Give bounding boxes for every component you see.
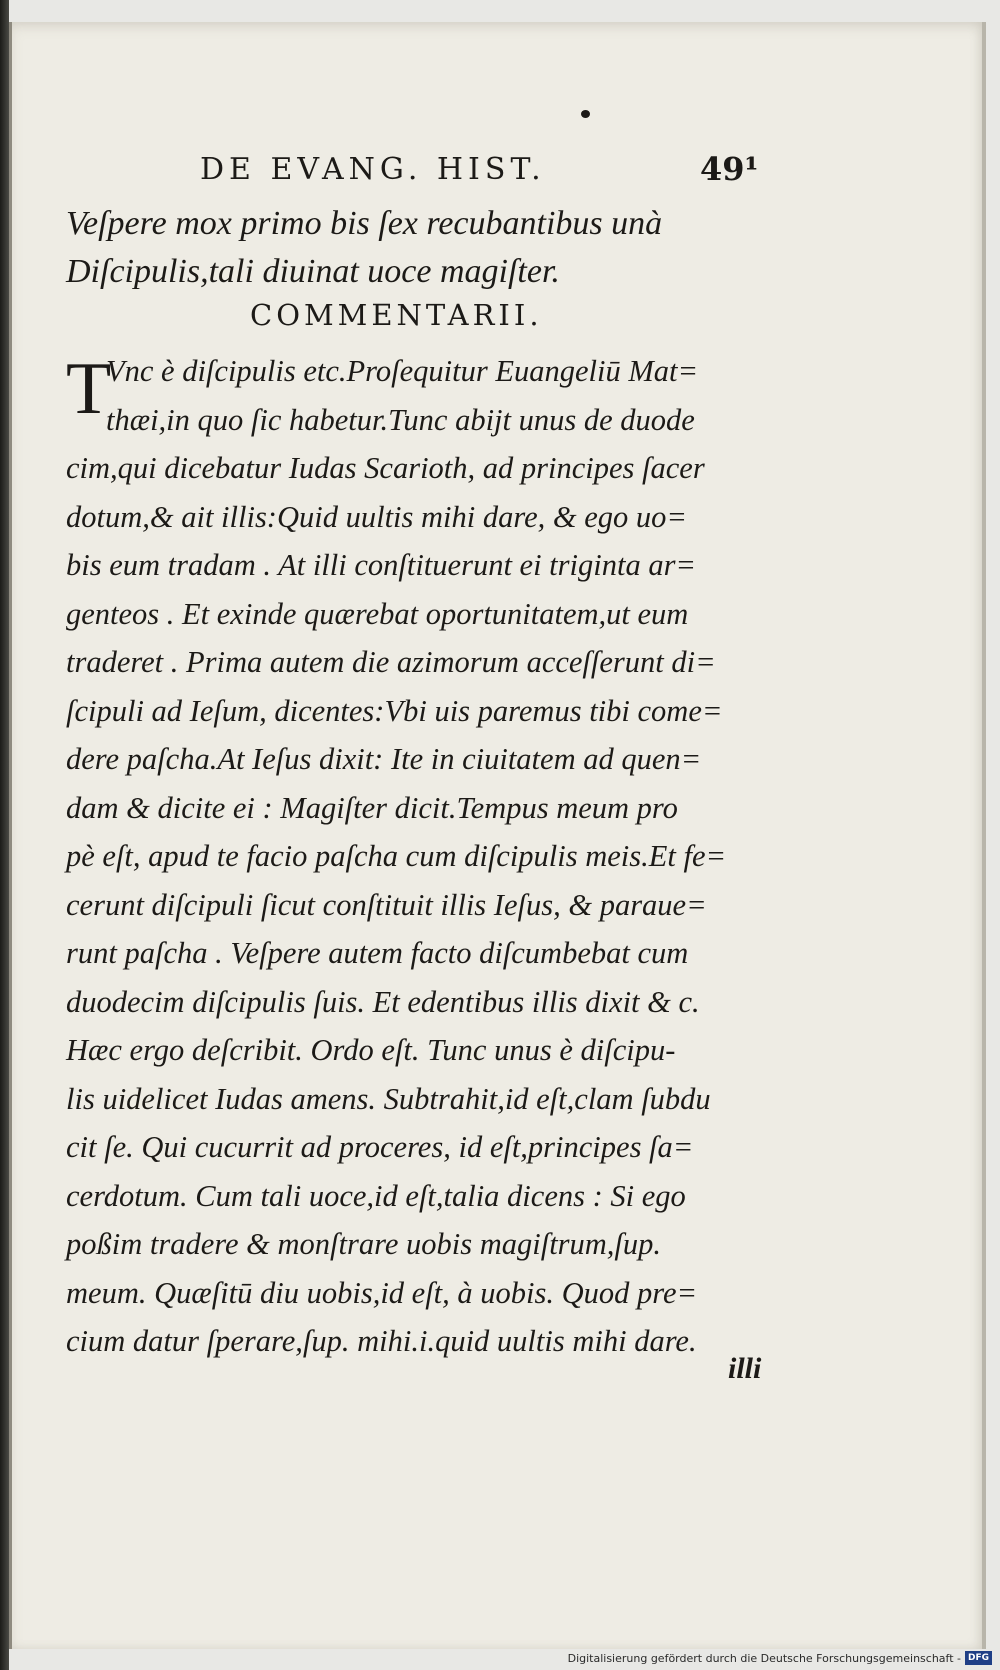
catchword: illi	[728, 1352, 762, 1385]
ink-dot	[581, 110, 590, 118]
text-line: Vnc è diſcipulis etc.Proſequitur Euangeliū Mat=	[106, 354, 699, 388]
text-line: ſcipuli ad Ieſum, dicentes:Vbi uis paremus tibi come=	[66, 693, 723, 728]
page-edge	[982, 22, 986, 1649]
text-line: cerunt diſcipuli ſicut conſtituit illis Ieſus, & paraue=	[66, 887, 707, 922]
text-line: traderet . Prima autem die azimorum acceſſerunt di=	[66, 645, 716, 679]
running-head: DE EVANG. HIST.	[200, 152, 546, 187]
digitization-credit	[568, 1650, 992, 1666]
text-line: genteos . Et exinde quærebat oportunitatem,ut eum	[66, 596, 689, 631]
text-line: cerdotum. Cum tali uoce,id eſt,talia dicens : Si ego	[66, 1178, 686, 1213]
commentary-text	[66, 347, 786, 1366]
text-line: dere paſcha.At Ieſus dixit: Ite in ciuitatem ad quen=	[66, 742, 702, 776]
text-line: meum. Quæſitū diu uobis,id eſt, à uobis. Quod pre=	[66, 1275, 698, 1310]
text-line: dam & dicite ei : Magiſter dicit.Tempus meum pro	[66, 790, 678, 825]
text-line: cim,qui dicebatur Iudas Scarioth, ad principes ſacer	[66, 451, 705, 485]
text-line: thæi,in quo ſic habetur.Tunc abijt unus de duode	[106, 402, 695, 437]
text-line: bis eum tradam . At illi conſtituerunt ei triginta ar=	[66, 548, 697, 582]
verse-block	[66, 200, 766, 296]
text-line: runt paſcha . Veſpere autem facto diſcumbebat cum	[66, 936, 689, 970]
credit-text: Digitalisierung gefördert durch die Deutsche Forschungsgemeinschaft -	[567, 1651, 961, 1665]
text-line: cit ſe. Qui cucurrit ad proceres, id eſt,principes ſa=	[66, 1130, 694, 1164]
drop-cap: T	[66, 348, 112, 430]
section-heading: COMMENTARII.	[250, 298, 543, 332]
text-line: lis uidelicet Iudas amens. Subtrahit,id eſt,clam ſubdu	[66, 1081, 711, 1116]
verse-line: Diſcipulis,tali diuinat uoce magiſter.	[66, 253, 560, 290]
verse-line: Veſpere mox primo bis ſex recubantibus unà	[66, 205, 663, 242]
text-line: pè eſt, apud te facio paſcha cum diſcipulis meis.Et fe=	[66, 839, 727, 873]
dfg-logo: DFG	[965, 1651, 992, 1665]
text-line: Hæc ergo deſcribit. Ordo eſt. Tunc unus è diſcipu-	[66, 1033, 676, 1067]
text-line: poßim tradere & monſtrare uobis magiſtrum,ſup.	[66, 1227, 662, 1261]
text-line: cium datur ſperare,ſup. mihi.i.quid uultis mihi dare.	[66, 1324, 697, 1358]
text-line: dotum,& ait illis:Quid uultis mihi dare, & ego uo=	[66, 499, 687, 534]
binding-shadow	[0, 0, 9, 1670]
page-number: 49¹	[700, 150, 759, 188]
text-line: duodecim diſcipulis ſuis. Et edentibus illis dixit & c.	[66, 984, 700, 1019]
